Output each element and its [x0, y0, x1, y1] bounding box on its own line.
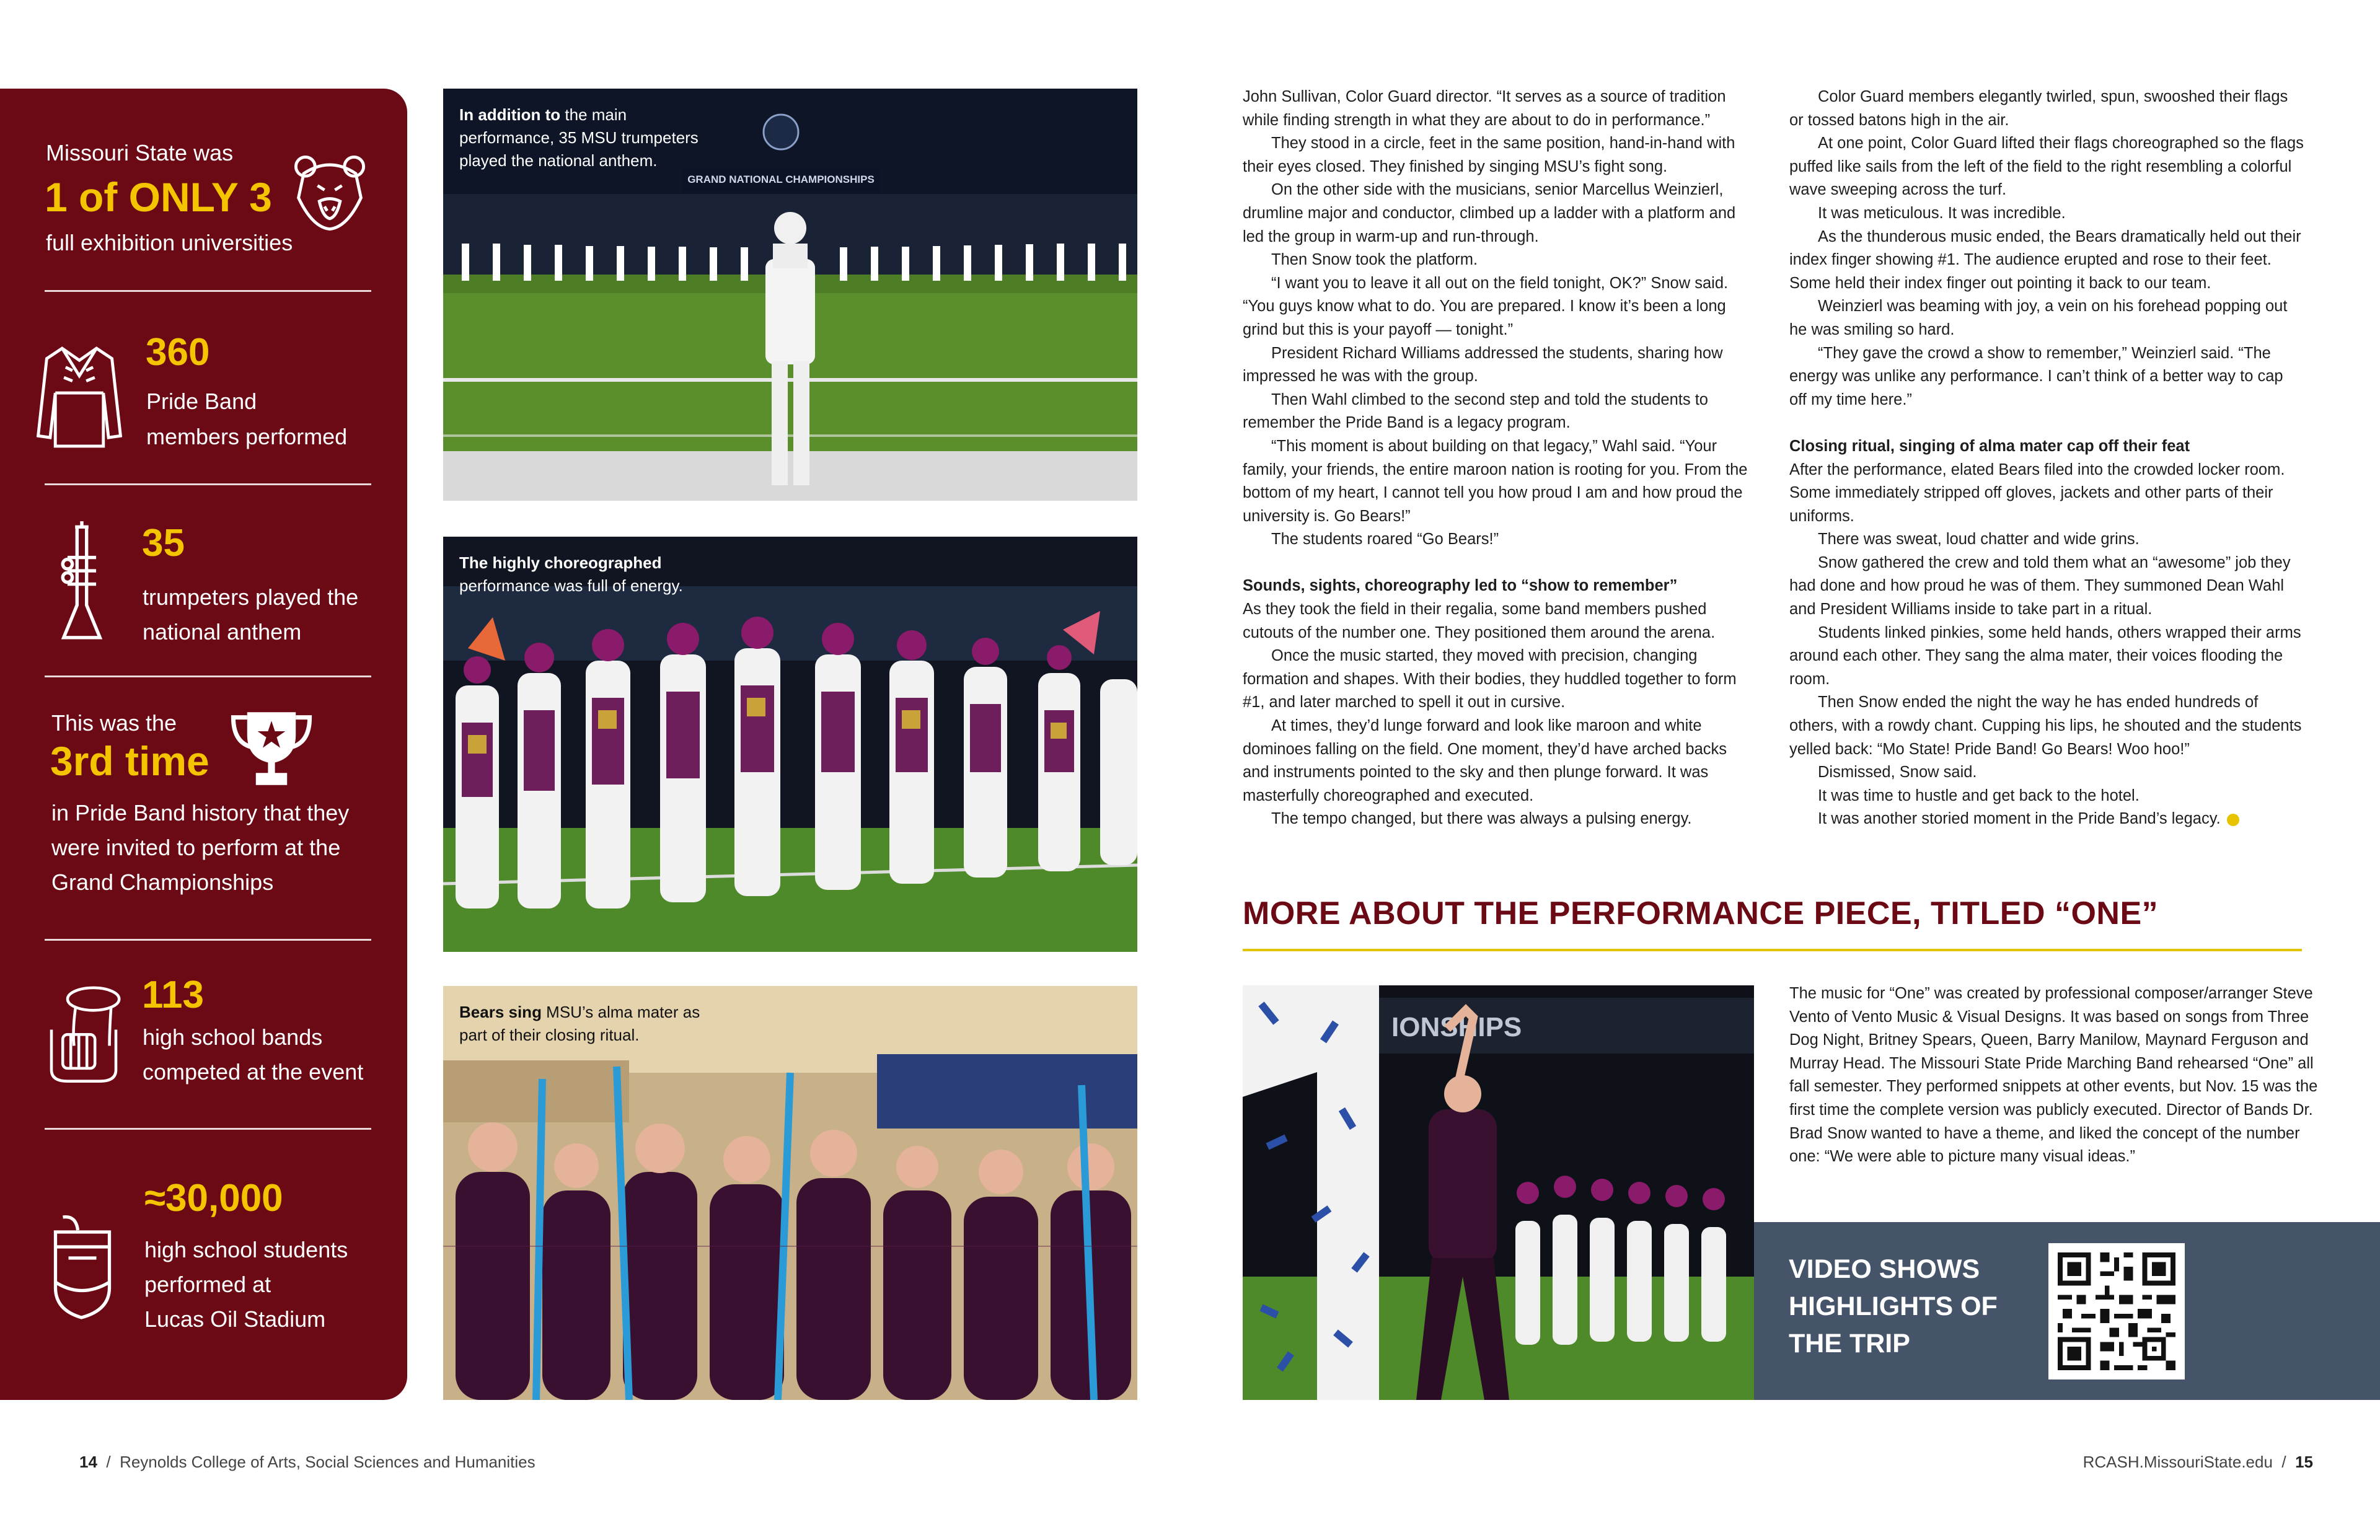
article-paragraph: There was sweat, loud chatter and wide grins. — [1818, 530, 2140, 548]
stat4-line2: were invited to perform at the — [51, 835, 341, 860]
article-paragraph: President Richard Williams addressed the students, sharing how impressed he was with the group. — [1243, 344, 1723, 385]
closing-sentence: It was another storied moment in the Pride Band’s legacy. — [1818, 810, 2221, 828]
section-body-text: The music for “One” was created by professional composer/arranger Steve Vento of Vento Music & Visual Designs. It was based on songs from Three Dog Night, Britney Spears, Queen, Barry Manilow, Maynard Ferguson and Murray Head. The Missouri State Pride Marching Band rehearsed “One” all fall semester. They performed snippets at other events, but Nov. 15 was the first time the complete version was publicly executed. Director of Bands Dr. Brad Snow wanted to have a theme, and liked the concept of the number one: “We were able to picture many visual ideas.” — [1789, 985, 2318, 1166]
article-paragraph: Once the music started, they moved with precision, changing formation and shapes. With their bodies, they huddled together to form #1, and later marched to spell it out in cursive. — [1243, 647, 1737, 711]
stat6-line3: Lucas Oil Stadium — [144, 1306, 326, 1332]
stat6-figure: ≈30,000 — [144, 1177, 283, 1220]
stat4-line1: in Pride Band history that they — [51, 800, 350, 825]
photo4-banner: IONSHIPS — [1391, 1012, 1522, 1042]
stat6-line1b: high school students — [144, 1237, 348, 1262]
stat1-figure: 1 of ONLY 3 — [45, 174, 272, 220]
article-paragraph: It was time to hustle and get back to the hotel. — [1818, 786, 2140, 804]
photo1-banner: GRAND NATIONAL CHAMPIONSHIPS — [687, 174, 875, 185]
stat3-line1: trumpeters played the — [143, 584, 359, 610]
stat6-line2: performed at — [144, 1272, 271, 1297]
video-callout-text — [1789, 1251, 2030, 1362]
stat2-line2: members performed — [146, 424, 348, 449]
article-paragraph: Then Wahl climbed to the second step and told the students to remember the Pride Band is a legacy program. — [1243, 390, 1708, 432]
tuba-icon — [43, 981, 124, 1086]
photo-alma-mater-locker-room — [443, 986, 1137, 1400]
article-subheading: Sounds, sights, choreography led to “show to remember” — [1243, 577, 1678, 595]
end-mark-icon — [2227, 814, 2239, 826]
article-paragraph: Dismissed, Snow said. — [1818, 763, 1977, 781]
stat5-line1: high school bands — [143, 1024, 323, 1050]
photo-trumpeters-anthem — [443, 89, 1137, 501]
page-number-left: 14 — [79, 1453, 97, 1471]
article-paragraph: Weinzierl was beaming with joy, a vein on his forehead popping out he was smiling so hard. — [1789, 297, 2288, 338]
article-paragraph: “I want you to leave it all out on the field tonight, OK?” Snow said. “You guys know what to do. You are prepared. I know it’s been a long grind but this is your payoff — tonight.” — [1243, 274, 1729, 338]
photo3-caption-rest: MSU’s alma mater as part of their closing ritual. — [459, 1003, 700, 1044]
stat3-figure: 35 — [142, 522, 185, 565]
video-line-3: THE TRIP — [1789, 1329, 1910, 1358]
footer-right-separator: / — [2281, 1453, 2286, 1471]
section-heading: MORE ABOUT THE PERFORMANCE PIECE, TITLED “ONE” — [1243, 895, 2159, 931]
qr-code-icon[interactable] — [2048, 1243, 2185, 1379]
article-paragraph: On the other side with the musicians, senior Marcellus Weinzierl, drumline major and conductor, climbed up a ladder with a platform and led the group in warm-up and run-through. — [1243, 181, 1736, 245]
stat4-figure: 3rd time — [50, 738, 209, 784]
photo2-caption — [459, 552, 726, 597]
stat1-intro: Missouri State was — [46, 140, 234, 165]
stat4-line3: Grand Championships — [51, 869, 274, 895]
article-paragraph: John Sullivan, Color Guard director. “It serves as a source of tradition while finding strength in what they are about to do in performance.” — [1243, 88, 1726, 129]
stat4-intro: This was the — [51, 710, 177, 736]
video-line-1: VIDEO SHOWS — [1789, 1254, 1980, 1284]
article-paragraph: After the performance, elated Bears filed into the crowded locker room. Some immediately stripped off gloves, jackets and other parts of their uniforms. — [1789, 460, 2285, 525]
trophy-icon — [228, 708, 315, 789]
sidebar-divider — [45, 1128, 371, 1130]
article-paragraph: They stood in a circle, feet in the same position, hand-in-hand with their eyes closed. They finished by singing MSU’s fight song. — [1243, 134, 1735, 175]
photo3-caption — [459, 1001, 726, 1047]
sidebar-divider — [45, 939, 371, 941]
video-line-2: HIGHLIGHTS OF — [1789, 1291, 1998, 1321]
article-paragraph: “They gave the crowd a show to remember,” Weinzierl said. “The energy was unlike any performance. I can’t think of a better way to cap off my time here.” — [1789, 344, 2283, 408]
photo1-caption-rest: the main performance, 35 MSU trumpeters played the national anthem. — [459, 105, 699, 170]
stats-sidebar — [0, 89, 407, 1400]
photo3-caption-bold: Bears sing — [459, 1003, 542, 1021]
photo2-caption-bold: The highly choreographed — [459, 553, 662, 572]
band-uniform-icon — [36, 341, 123, 453]
article-paragraph: “This moment is about building on that legacy,” Wahl said. “Your family, your friends, the entire maroon nation is rooting for you. From the bottom of my heart, I cannot tell you how proud I am and how proud the university is. Go Bears!” — [1243, 437, 1748, 525]
article-paragraph: Then Snow ended the night the way he has ended hundreds of others, with a rowdy chant. Cupping his lips, he shouted and the students yelled back: “Mo State! Pride Band! Go Bears! Woo hoo!” — [1789, 693, 2302, 758]
article-paragraph: Snow gathered the crew and told them what an “awesome” job they had done and how proud he was of them. They summoned Dean Wahl and President Williams inside to take part in a ritual. — [1789, 553, 2291, 618]
section-divider — [1243, 949, 2302, 951]
sidebar-divider — [45, 483, 371, 485]
article-paragraph: The tempo changed, but there was always a pulsing energy. — [1271, 810, 1692, 828]
article-column-2 — [1789, 86, 2304, 831]
bear-head-icon — [286, 147, 373, 234]
photo1-caption — [459, 103, 726, 172]
stat2-figure: 360 — [146, 331, 210, 374]
footer-left — [79, 1453, 536, 1472]
stat3-line2: national anthem — [143, 619, 302, 645]
section-body — [1789, 982, 2329, 1169]
stat5-line2: competed at the event — [143, 1059, 364, 1085]
stat5-figure: 113 — [142, 974, 205, 1016]
footer-college-name: Reynolds College of Arts, Social Sciences and Humanities — [120, 1453, 536, 1471]
sidebar-divider — [45, 290, 371, 292]
stat2-line1: Pride Band — [146, 389, 257, 414]
footer-right — [2083, 1453, 2313, 1472]
photo-choreographed-performance — [443, 537, 1137, 952]
photo1-caption-bold: In addition to — [459, 105, 561, 124]
photo-one-cutout-performance — [1243, 985, 1754, 1400]
footer-left-separator: / — [106, 1453, 111, 1471]
article-paragraph: It was meticulous. It was incredible. — [1818, 204, 2066, 222]
article-column-1 — [1243, 86, 1754, 831]
trumpet-icon — [57, 519, 107, 643]
page-number-right: 15 — [2295, 1453, 2313, 1471]
photo2-caption-rest: performance was full of energy. — [459, 576, 683, 595]
paragraph-gap — [1243, 552, 1754, 575]
sidebar-divider — [45, 675, 371, 677]
article-paragraph: Then Snow took the platform. — [1271, 251, 1478, 269]
article-paragraph: As they took the field in their regalia, some band members pushed cutouts of the number one. They positioned them around the arena. — [1243, 601, 1716, 641]
paragraph-gap — [1789, 411, 2304, 435]
article-paragraph: At times, they’d lunge forward and look like maroon and white dominoes falling on the field. One moment, they’d have arched backs and instruments pointed to the sky and then plunge forward. It was masterfully choreographed and executed. — [1243, 717, 1727, 804]
article-paragraph: As the thunderous music ended, the Bears dramatically held out their index finger showing #1. The audience erupted and rose to their feet. Some held their index finger out pointing it back to our team. — [1789, 227, 2301, 292]
article-paragraph: Color Guard members elegantly twirled, spun, swooshed their flags or tossed batons high in the air. — [1789, 88, 2288, 129]
article-subheading: Closing ritual, singing of alma mater cap off their feat — [1789, 437, 2190, 455]
shako-hat-icon — [48, 1213, 117, 1325]
article-paragraph: At one point, Color Guard lifted their flags choreographed so the flags puffed like sails from the left of the field to the right resembling a colorful wave sweeping across the turf. — [1789, 134, 2304, 199]
footer-website[interactable]: RCASH.MissouriState.edu — [2082, 1453, 2273, 1471]
article-paragraph: The students roared “Go Bears!” — [1271, 530, 1499, 548]
stat1-caption: full exhibition universities — [46, 230, 293, 255]
article-paragraph: Students linked pinkies, some held hands, others wrapped their arms around each other. They sang the alma mater, their voices flooding the room. — [1789, 623, 2301, 688]
article-closing-paragraph — [1789, 807, 2304, 831]
